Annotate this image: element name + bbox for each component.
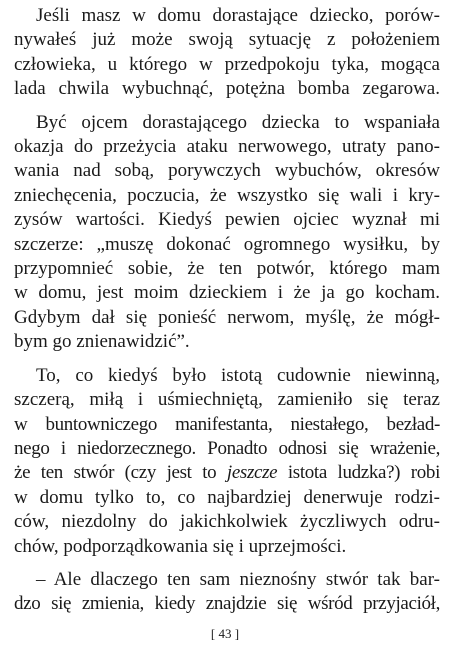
text-line: nego i niedorzecznego. Ponadto odnosi się wrażenie, — [14, 437, 440, 459]
text-line-with-italic: że ten stwór (czy jest to jeszcze istota ludzka?) robi — [14, 462, 440, 484]
text-line: Gdybym dał się ponieść nerwom, myślę, że mógł- — [14, 306, 440, 328]
text-line: szczerze: „muszę dokonać ogromnego wysiłku, by — [14, 233, 440, 255]
text-line: lada chwila wybuchnąć, potężna bomba zegarowa. — [14, 78, 440, 100]
paragraph-3 — [14, 364, 440, 559]
text-line: w domu tylko to, co najbardziej denerwuje rodzi- — [14, 486, 440, 508]
text-line: szczerą, miłą i uśmiechniętą, zamieniło się teraz — [14, 389, 440, 411]
text-line: To, co kiedyś było istotą cudownie niewinną, — [36, 364, 440, 386]
text-line: Jeśli masz w domu dorastające dziecko, porów- — [36, 5, 440, 26]
text-line: zysów wartości. Kiedyś pewien ojciec wyznał mi — [14, 209, 440, 231]
text-line: – Ale dlaczego ten sam nieznośny stwór tak bar- — [36, 568, 440, 590]
text-line: w domu, jest moim dzieckiem i że ja go kocham. — [14, 282, 440, 304]
text-line: w buntowniczego manifestanta, niestałego, bezład- — [14, 413, 440, 435]
text-line: wania nad sobą, porywczych wybuchów, okresów — [14, 160, 440, 182]
text-line: bym go znienawidzić”. — [14, 331, 190, 353]
text-line: nywałeś już może swoją sytuację z położeniem — [14, 29, 440, 51]
paragraph-1 — [14, 4, 440, 102]
text-line: zniechęcenia, poczucia, że wszystko się wali i kry- — [14, 184, 440, 206]
page-number: [ 43 ] — [210, 626, 240, 641]
text-line: dzo się zmienia, kiedy znajdzie się wśród przyjaciół, — [14, 593, 440, 615]
text-line: okazja do przeżycia ataku nerwowego, utraty pano- — [14, 136, 440, 158]
text-line: Być ojcem dorastającego dziecka to wspaniała — [36, 111, 440, 133]
paragraph-4 — [14, 568, 440, 617]
paragraph-2 — [14, 111, 440, 355]
text-line: ców, niezdolny do jakichkolwiek życzliwych odru- — [14, 511, 440, 533]
text-line: chów, podporządkowania się i uprzejmości. — [14, 535, 347, 557]
italic-emphasis: jeszcze — [226, 462, 278, 484]
text-line: człowieka, u którego w przedpokoju tyka, mogąca — [14, 53, 440, 75]
text-line: przypomnieć sobie, że ten potwór, którego mam — [14, 258, 440, 280]
